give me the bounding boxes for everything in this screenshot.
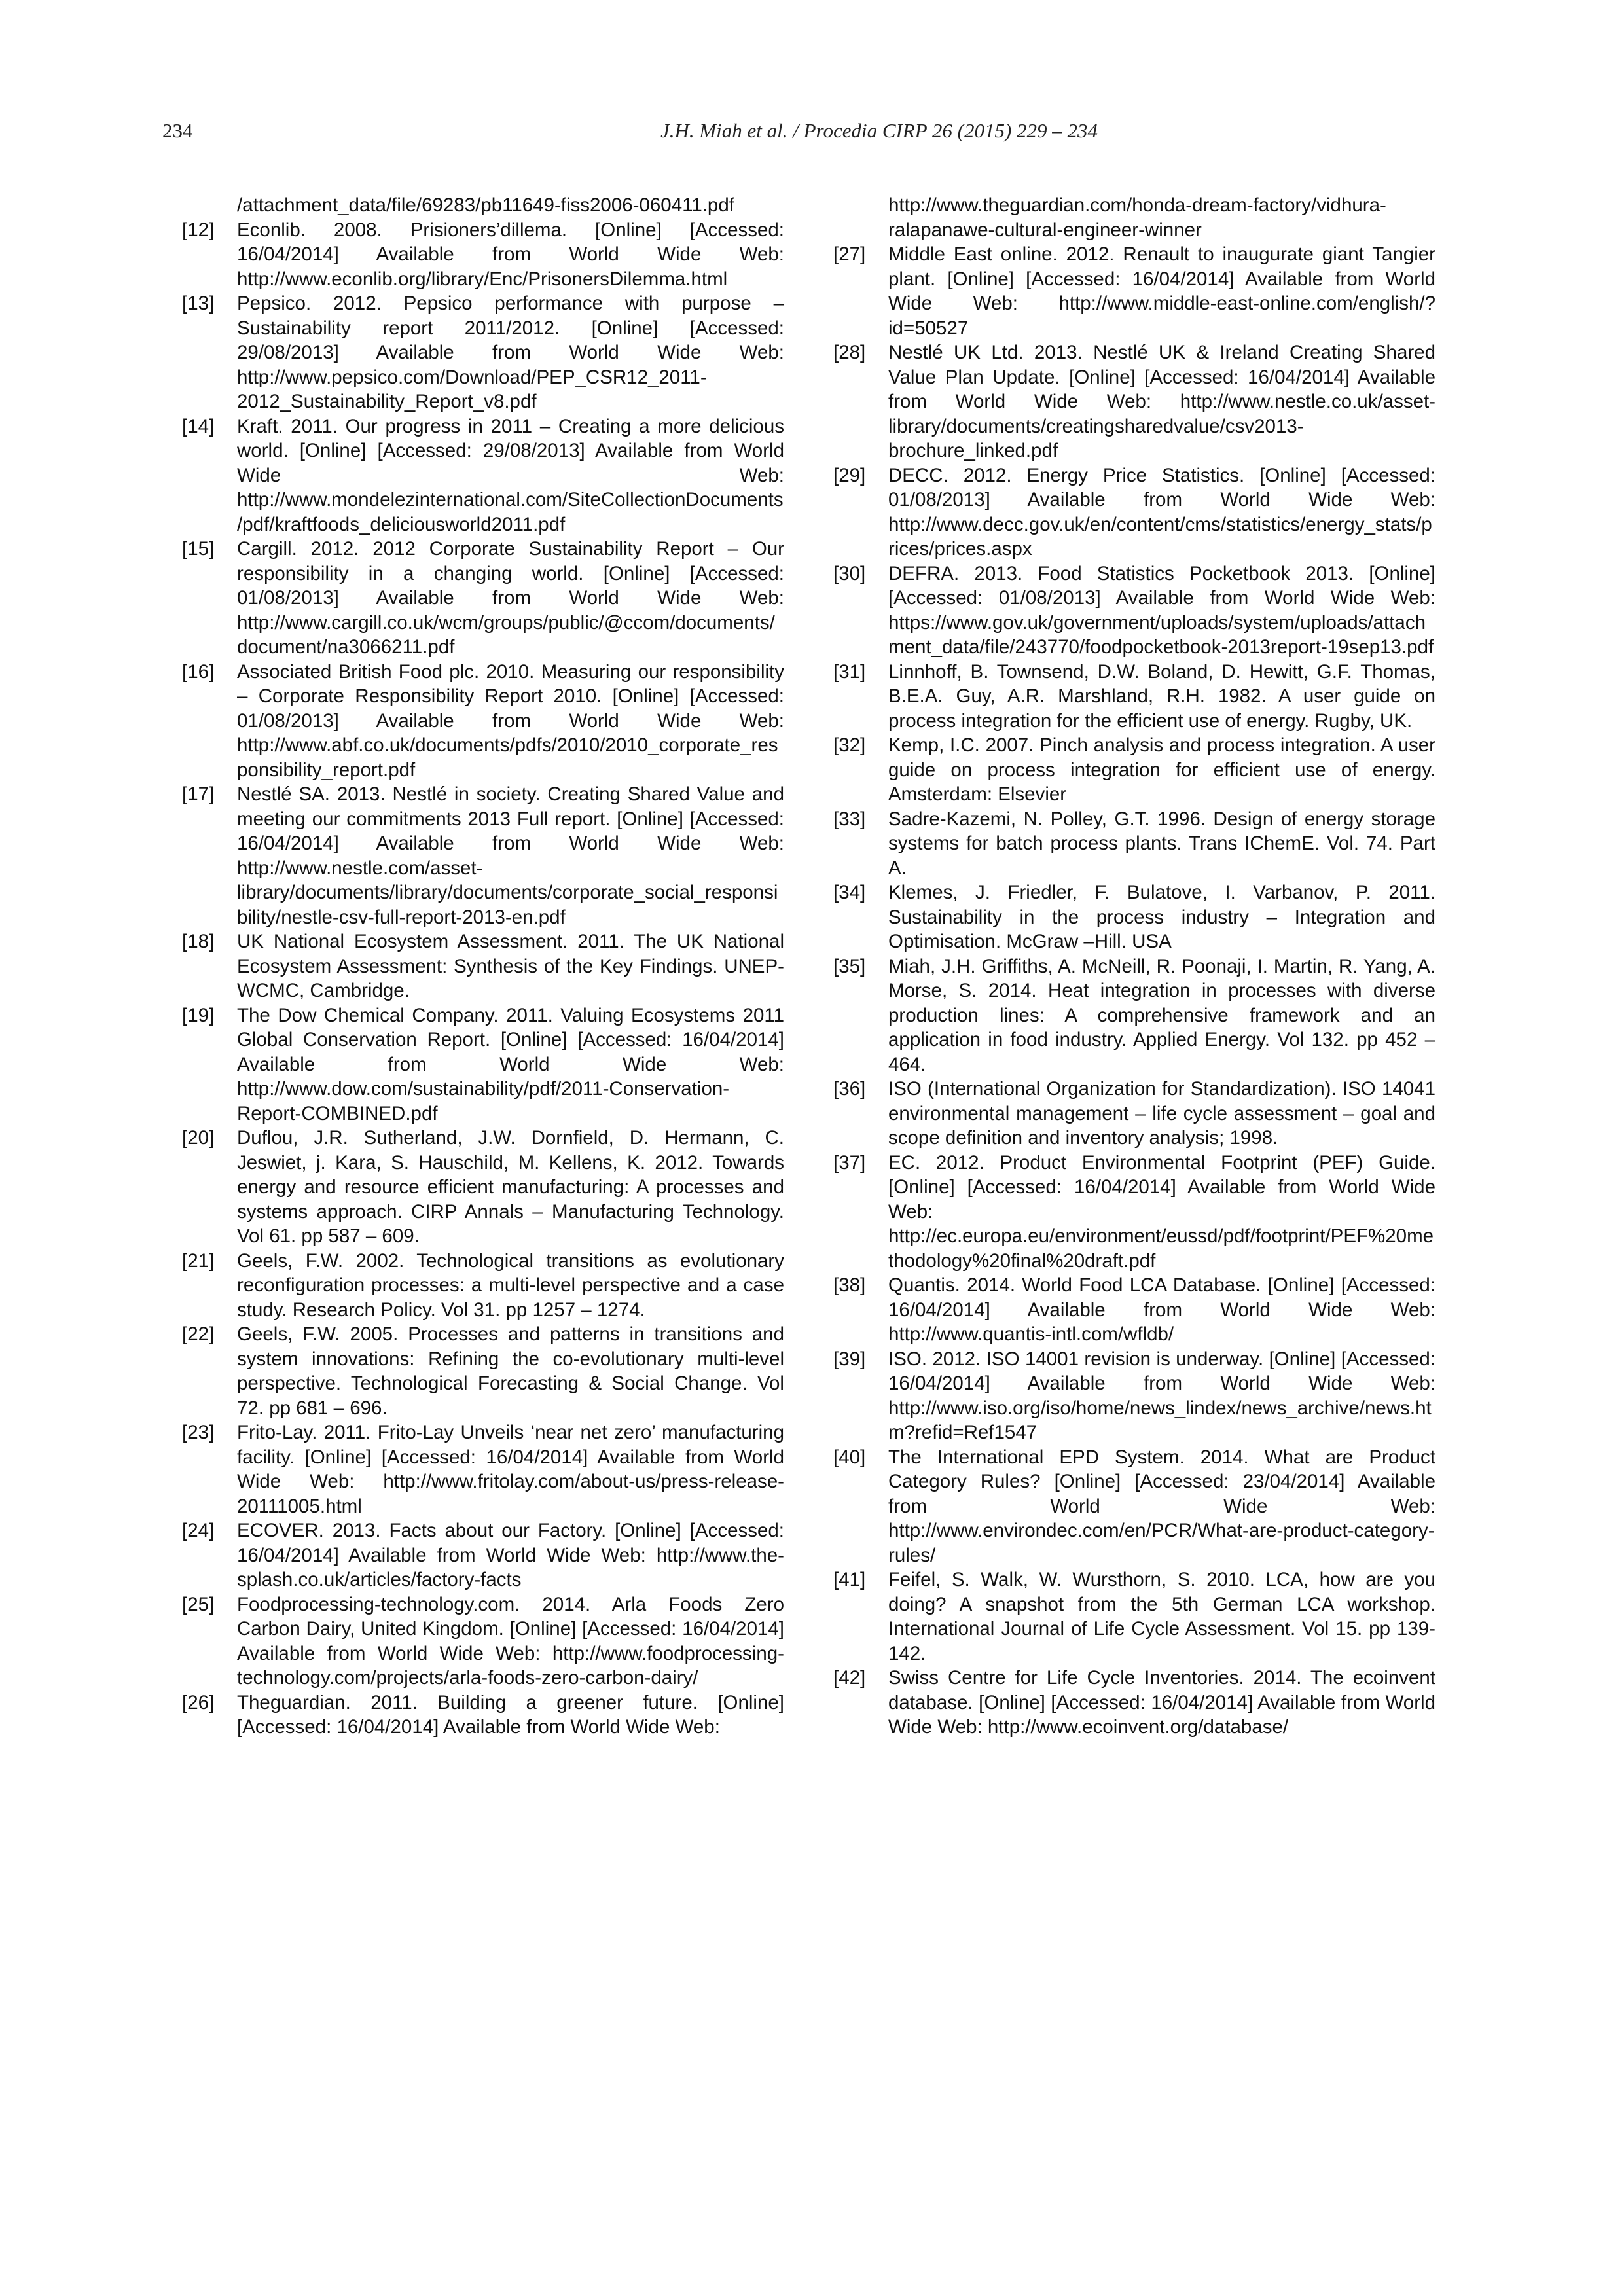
reference-number: [30]: [833, 562, 866, 584]
reference-number: [16]: [182, 660, 215, 683]
reference-text: DEFRA. 2013. Food Statistics Pocketbook 2013. [Online] [Accessed: 01/08/2013] Available from World Wide Web: https://www.gov.uk/government/uploads/system/uploads/attachment_data/file/243770/foodpocketbook-2013report-19sep13.pdf: [888, 562, 1435, 658]
reference-item: [833, 562, 1435, 660]
reference-number: [29]: [833, 464, 866, 486]
reference-number: [39]: [833, 1348, 866, 1370]
reference-text: Foodprocessing-technology.com. 2014. Arla Foods Zero Carbon Dairy, United Kingdom. [Online] [Accessed: 16/04/2014] Available from World Wide Web: http://www.foodprocessing-technology.com/projects/arla-foods-zero-carbon-dairy/: [237, 1593, 784, 1689]
reference-number: [18]: [182, 931, 215, 952]
reference-number: [42]: [833, 1667, 866, 1689]
reference-item: [182, 929, 784, 1003]
reference-number: [28]: [833, 342, 866, 363]
reference-text: Cargill. 2012. 2012 Corporate Sustainability Report – Our responsibility in a changing world. [Online] [Accessed: 01/08/2013] Available from World Wide Web: http://www.cargill.co.uk/wcm/groups/public/@ccom/documents/document/na3066211.pdf: [237, 538, 784, 658]
reference-text: The Dow Chemical Company. 2011. Valuing Ecosystems 2011 Global Conservation Report. [Online] [Accessed: 16/04/2014] Available from World Wide Web: http://www.dow.com/sustainability/pdf/2011-Conservation-Report-COMBINED.pdf: [237, 1004, 784, 1124]
reference-item: [182, 1420, 784, 1518]
reference-item: [833, 1568, 1435, 1666]
reference-text: Nestlé SA. 2013. Nestlé in society. Creating Shared Value and meeting our commitments 2013 Full report. [Online] [Accessed: 16/04/2014] Available from World Wide Web: http://www.nestle.com/asset-library/documents/library/documents/corporate_social_responsibility/nestle-csv-full-report-2013-en.pdf: [237, 783, 784, 928]
reference-item: [833, 1273, 1435, 1347]
reference-text: The International EPD System. 2014. What are Product Category Rules? [Online] [Accessed: 23/04/2014] Available from World Wide Web: http://www.environdec.com/en/PCR/What-are-product-category-rules/: [888, 1446, 1435, 1566]
reference-item: [182, 1126, 784, 1249]
reference-number: [26]: [182, 1691, 215, 1713]
reference-number: [25]: [182, 1593, 215, 1615]
reference-item: [182, 1691, 784, 1740]
reference-number: [17]: [182, 783, 215, 805]
reference-number: [37]: [833, 1151, 866, 1174]
reference-item: [833, 242, 1435, 340]
reference-item: [182, 291, 784, 414]
reference-text: http://www.theguardian.com/honda-dream-factory/vidhura-ralapanawe-cultural-engineer-winner: [888, 194, 1386, 241]
reference-text: DECC. 2012. Energy Price Statistics. [Online] [Accessed: 01/08/2013] Available from World Wide Web: http://www.decc.gov.uk/en/content/cms/statistics/energy_stats/prices/prices.aspx: [888, 464, 1435, 560]
reference-item: [833, 807, 1435, 881]
reference-continuation: [182, 193, 784, 218]
reference-text: Geels, F.W. 2005. Processes and patterns in transitions and system innovations: Refining the co-evolutionary multi-level perspective. Technological Forecasting & Social Change. Vol 72. pp 681 – 696.: [237, 1323, 784, 1419]
reference-number: [32]: [833, 734, 866, 756]
reference-item: [182, 218, 784, 292]
reference-number: [12]: [182, 219, 215, 241]
reference-text: Frito-Lay. 2011. Frito-Lay Unveils ‘near net zero’ manufacturing facility. [Online] [Accessed: 16/04/2014] Available from World Wide Web: http://www.fritolay.com/about-us/press-release-20111005.html: [237, 1422, 784, 1517]
reference-number: [20]: [182, 1127, 215, 1149]
reference-text: Kraft. 2011. Our progress in 2011 – Creating a more delicious world. [Online] [Accessed: 29/08/2013] Available from World Wide Web: http://www.mondelezinternational.com/SiteCollectionDocuments/pdf/kraftfoods_deliciousworld2011.pdf: [237, 415, 784, 535]
reference-item: [833, 1077, 1435, 1151]
reference-item: [182, 782, 784, 929]
reference-number: [40]: [833, 1446, 866, 1468]
reference-number: [27]: [833, 243, 866, 265]
reference-item: [833, 1666, 1435, 1740]
reference-number: [38]: [833, 1274, 866, 1296]
reference-text: Nestlé UK Ltd. 2013. Nestlé UK & Ireland Creating Shared Value Plan Update. [Online] [Accessed: 16/04/2014] Available from World Wide Web: http://www.nestle.co.uk/asset-library/documents/creatingsharedvalue/csv2013-brochure_linked.pdf: [888, 342, 1435, 461]
reference-text: EC. 2012. Product Environmental Footprint (PEF) Guide. [Online] [Accessed: 16/04/2014] Available from World Wide Web: http://ec.europa.eu/environment/eussd/pdf/footprint/PEF%20methodology%20final%20draft.pdf: [888, 1151, 1435, 1272]
reference-item: [182, 1249, 784, 1323]
reference-number: [15]: [182, 538, 215, 560]
reference-item: [833, 1445, 1435, 1568]
reference-column-left: [182, 193, 784, 1740]
running-title: J.H. Miah et al. / Procedia CIRP 26 (2015) 229 – 234: [660, 119, 1098, 142]
reference-continuation: [833, 193, 1435, 242]
reference-text: Quantis. 2014. World Food LCA Database. [Online] [Accessed: 16/04/2014] Available from World Wide Web: http://www.quantis-intl.com/wfldb/: [888, 1274, 1435, 1345]
reference-item: [833, 880, 1435, 954]
reference-number: [33]: [833, 808, 866, 830]
reference-number: [22]: [182, 1323, 215, 1345]
reference-text: ISO. 2012. ISO 14001 revision is underway. [Online] [Accessed: 16/04/2014] Available from World Wide Web: http://www.iso.org/iso/home/news_lindex/news_archive/news.htm?refid=Ref1547: [888, 1348, 1435, 1443]
reference-number: [41]: [833, 1569, 866, 1590]
reference-number: [13]: [182, 293, 215, 314]
reference-text: Duflou, J.R. Sutherland, J.W. Dornfield, D. Hermann, C. Jeswiet, j. Kara, S. Hauschild, M. Kellens, K. 2012. Towards energy and resource efficient manufacturing: A processes and systems approach. CIRP Annals – Manufacturing Technology. Vol 61. pp 587 – 609.: [237, 1127, 784, 1247]
reference-number: [35]: [833, 955, 866, 977]
reference-text: Econlib. 2008. Prisioners’dillema. [Online] [Accessed: 16/04/2014] Available from World Wide Web: http://www.econlib.org/library/Enc/PrisonersDilemma.html: [237, 219, 784, 290]
reference-item: [182, 1518, 784, 1592]
reference-text: /attachment_data/file/69283/pb11649-fiss2006-060411.pdf: [237, 194, 734, 216]
reference-text: Swiss Centre for Life Cycle Inventories. 2014. The ecoinvent database. [Online] [Accessed: 16/04/2014] Available from World Wide Web: http://www.ecoinvent.org/database/: [888, 1667, 1435, 1738]
reference-text: Middle East online. 2012. Renault to inaugurate giant Tangier plant. [Online] [Accessed: 16/04/2014] Available from World Wide Web: http://www.middle-east-online.com/english/?id=50527: [888, 243, 1435, 339]
reference-item: [833, 733, 1435, 807]
reference-text: Kemp, I.C. 2007. Pinch analysis and process integration. A user guide on process integration for efficient use of energy. Amsterdam: Elsevier: [888, 734, 1435, 805]
reference-number: [34]: [833, 882, 866, 903]
reference-number: [14]: [182, 415, 215, 437]
page-header: [162, 119, 1471, 152]
reference-text: Feifel, S. Walk, W. Wursthorn, S. 2010. LCA, how are you doing? A snapshot from the 5th German LCA workshop. International Journal of Life Cycle Assessment. Vol 15. pp 139-142.: [888, 1569, 1435, 1664]
reference-number: [21]: [182, 1249, 215, 1272]
reference-number: [24]: [182, 1520, 215, 1541]
reference-text: Theguardian. 2011. Building a greener future. [Online] [Accessed: 16/04/2014] Available from World Wide Web:: [237, 1691, 784, 1738]
reference-number: [19]: [182, 1004, 215, 1026]
reference-item: [833, 1347, 1435, 1445]
page-number: 234: [162, 119, 193, 142]
reference-text: Sadre-Kazemi, N. Polley, G.T. 1996. Design of energy storage systems for batch process plants. Trans IChemE. Vol. 74. Part A.: [888, 808, 1435, 879]
reference-text: ISO (International Organization for Standardization). ISO 14041 environmental management – life cycle assessment – goal and scope definition and inventory analysis; 1998.: [888, 1078, 1435, 1149]
reference-item: [833, 1151, 1435, 1274]
reference-item: [833, 954, 1435, 1077]
reference-number: [23]: [182, 1422, 215, 1443]
reference-text: Geels, F.W. 2002. Technological transitions as evolutionary reconfiguration processes: a multi-level perspective and a case study. Research Policy. Vol 31. pp 1257 – 1274.: [237, 1249, 784, 1321]
reference-item: [182, 1322, 784, 1420]
reference-column-right: [833, 193, 1435, 1740]
reference-number: [36]: [833, 1078, 866, 1100]
reference-number: [31]: [833, 660, 866, 683]
reference-item: [182, 537, 784, 660]
reference-item: [833, 660, 1435, 734]
reference-item: [182, 660, 784, 783]
reference-item: [182, 1592, 784, 1691]
reference-item: [182, 414, 784, 537]
reference-text: Miah, J.H. Griffiths, A. McNeill, R. Poonaji, I. Martin, R. Yang, A. Morse, S. 2014. Heat integration in processes with diverse production lines: A comprehensive framework and an application in food industry. Applied Energy. Vol 132. pp 452 – 464.: [888, 955, 1435, 1075]
reference-text: Linnhoff, B. Townsend, D.W. Boland, D. Hewitt, G.F. Thomas, B.E.A. Guy, A.R. Marshland, R.H. 1982. A user guide on process integration for the efficient use of energy. Rugby, UK.: [888, 660, 1435, 732]
reference-text: Pepsico. 2012. Pepsico performance with purpose – Sustainability report 2011/2012. [Online] [Accessed: 29/08/2013] Available from World Wide Web: http://www.pepsico.com/Download/PEP_CSR12_2011-2012_Sustainability_Report_v8.pdf: [237, 293, 784, 412]
reference-item: [833, 463, 1435, 562]
reference-text: Associated British Food plc. 2010. Measuring our responsibility – Corporate Responsibility Report 2010. [Online] [Accessed: 01/08/2013] Available from World Wide Web: http://www.abf.co.uk/documents/pdfs/2010/2010_corporate_responsibility_report.pdf: [237, 660, 784, 781]
reference-text: UK National Ecosystem Assessment. 2011. The UK National Ecosystem Assessment: Synthesis of the Key Findings. UNEP-WCMC, Cambridge.: [237, 931, 784, 1001]
reference-item: [833, 340, 1435, 463]
reference-item: [182, 1003, 784, 1126]
reference-text: ECOVER. 2013. Facts about our Factory. [Online] [Accessed: 16/04/2014] Available from World Wide Web: http://www.the-splash.co.uk/articles/factory-facts: [237, 1520, 784, 1590]
reference-text: Klemes, J. Friedler, F. Bulatove, I. Varbanov, P. 2011. Sustainability in the process industry – Integration and Optimisation. McGraw –Hill. USA: [888, 882, 1435, 952]
